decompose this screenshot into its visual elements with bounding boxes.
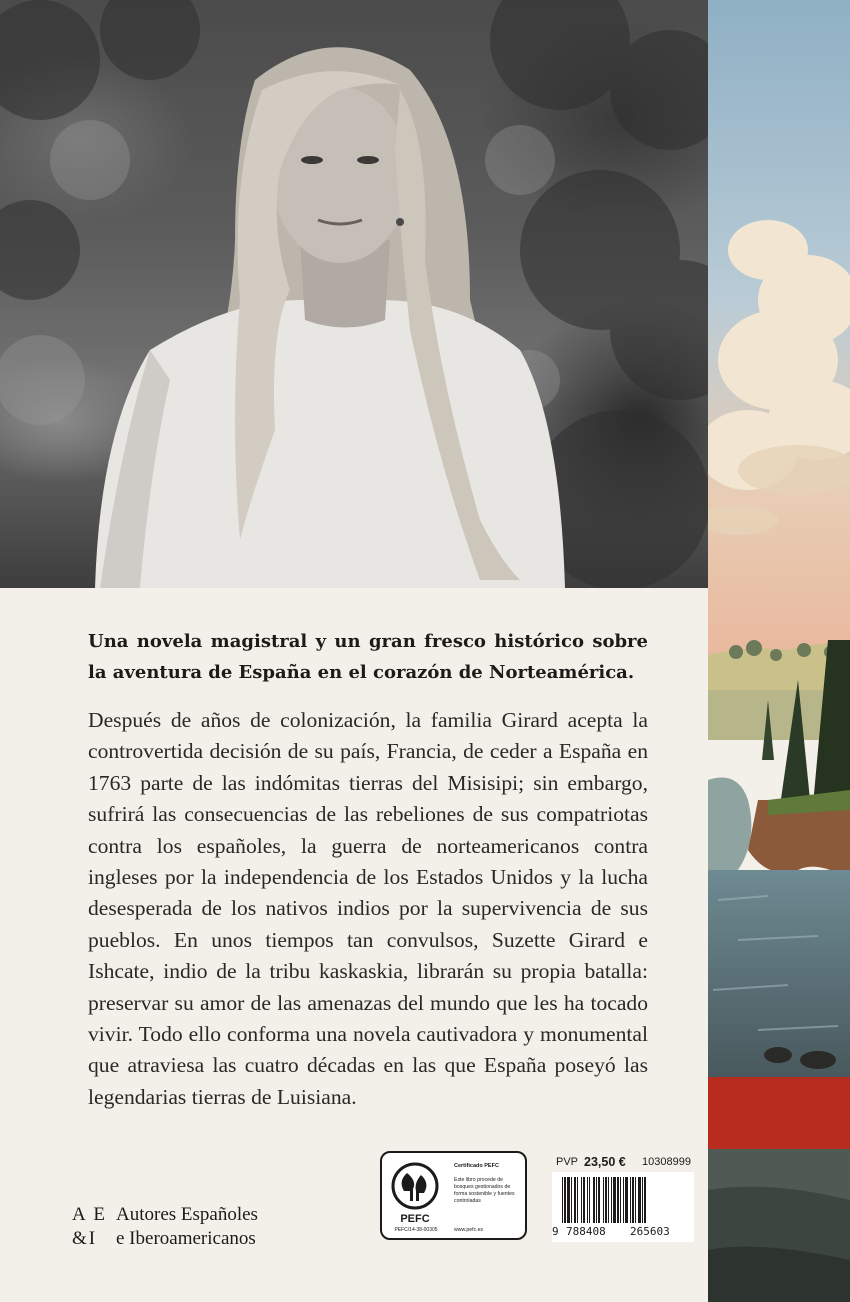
pefc-cert-text: Este libro procede de bosques gestionados de forma sostenible y fuentes controladas (454, 1177, 515, 1204)
red-accent-band (708, 1077, 850, 1149)
publisher-name-line2: e Iberoamericanos (116, 1228, 256, 1249)
barcode-bar (562, 1177, 563, 1223)
barcode-bar (589, 1177, 590, 1223)
isbn-left-group: 788408 (566, 1225, 606, 1238)
barcode-bar (577, 1177, 578, 1223)
barcode-bar (567, 1177, 570, 1223)
pvp-label: PVP (556, 1156, 579, 1168)
barcode-bar (635, 1177, 636, 1223)
synopsis: Después de años de colonización, la familia Girard acepta la controvertida decisión de su país, Francia, de ceder a España en 1763 parte de las indómitas tierras del Misisipi; sin embargo, sufrirá las consecuencias de las rebeliones de sus compatriotas contra los españoles, la guerra de norteamericanos contra ingleses por la independencia de los Estados Unidos y la lucha desesperada de los nativos indios por la supervivencia de sus pueblos. En unos tiempos tan convulsos, Suzette Girard e Ishcate, indio de la tribu kaskaskia, librarán su propia batalla: preservar su amor de las amenazas del mundo que les ha tocado vivir. Todo ello conforma una novela cautivadora y monumental que atraviesa las cuatro décadas en las que España poseyó las legendarias tierras de Luisiana. (88, 708, 648, 1109)
barcode-bar (593, 1177, 595, 1223)
barcode-bar (605, 1177, 607, 1223)
barcode-bar (574, 1177, 576, 1223)
author-portrait-illustration (0, 0, 708, 588)
barcode-bar (617, 1177, 619, 1223)
pefc-code: PEFC/14-38-00305 (394, 1227, 438, 1233)
publisher-name (116, 1203, 258, 1251)
publisher-logo-mark (72, 1203, 108, 1251)
reference-number: 10308999 (642, 1156, 691, 1168)
author-photo (0, 0, 708, 588)
pefc-tree-icon (390, 1161, 440, 1211)
tagline: Una novela magistral y un gran fresco histórico sobre la aventura de España en el corazón de Norteamérica. (88, 631, 648, 683)
isbn-right-group: 265603 (630, 1225, 670, 1238)
barcode-bar (632, 1177, 634, 1223)
pefc-brand: PEFC (400, 1213, 430, 1225)
isbn-barcode (552, 1172, 694, 1242)
publisher-mark-line1: A E (72, 1204, 108, 1225)
publisher-name-line1: Autores Españoles (116, 1204, 258, 1225)
barcode-bar (625, 1177, 628, 1223)
barcode-bar (630, 1177, 631, 1223)
barcode-bar (611, 1177, 612, 1223)
barcode-bar (613, 1177, 616, 1223)
barcode-bar (644, 1177, 646, 1223)
barcode-bar (623, 1177, 624, 1223)
barcode-bar (603, 1177, 604, 1223)
barcode-bar (581, 1177, 582, 1223)
pefc-certification-box (380, 1151, 527, 1240)
barcode-bar (620, 1177, 621, 1223)
publisher-mark-line2: &I (72, 1228, 98, 1249)
barcode-bar (564, 1177, 566, 1223)
barcode-bar (571, 1177, 572, 1223)
barcode-bar (642, 1177, 643, 1223)
barcode-bar (598, 1177, 600, 1223)
isbn-first-digit: 9 (552, 1225, 559, 1238)
pefc-cert-title: Certificado PEFC (454, 1163, 499, 1169)
barcode-bar (638, 1177, 641, 1223)
barcode-bar (587, 1177, 588, 1223)
barcode-bars (560, 1177, 686, 1227)
barcode-bar (608, 1177, 609, 1223)
barcode-bar (583, 1177, 585, 1223)
price-amount: 23,50 € (584, 1155, 626, 1169)
pefc-website: www.pefc.es (454, 1227, 484, 1233)
barcode-bar (596, 1177, 597, 1223)
